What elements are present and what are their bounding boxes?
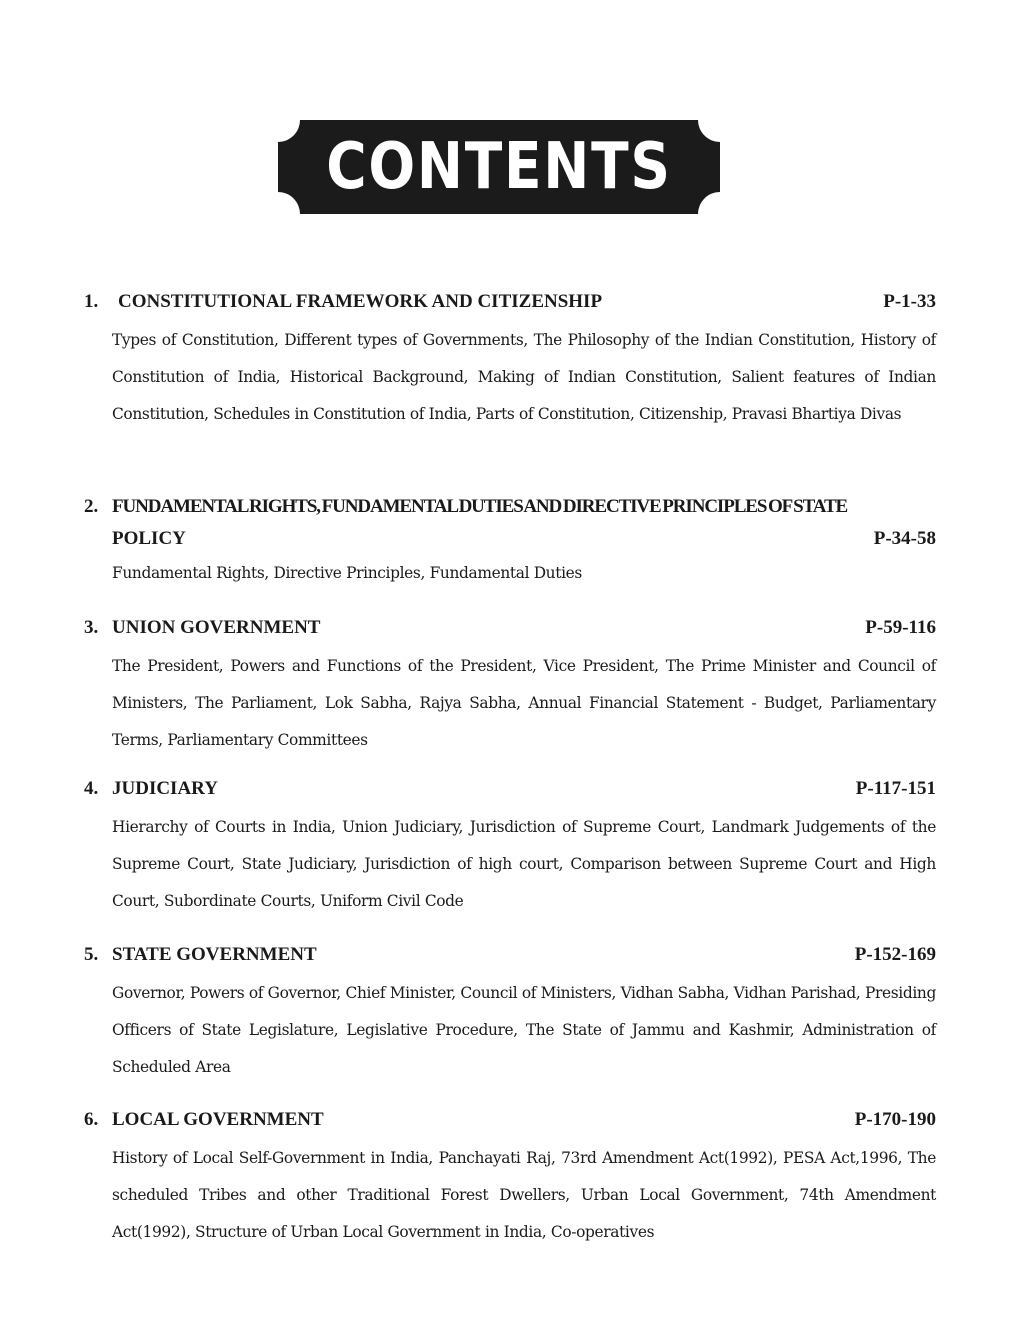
toc-entry-pages: P-152-169 (854, 944, 936, 965)
toc-entry-description: Fundamental Rights, Directive Principles, Fundamental Duties (112, 564, 582, 582)
toc-entry-heading (84, 286, 936, 318)
toc-entry-heading (84, 491, 936, 523)
toc-entry-description: History of Local Self-Government in India, Panchayati Raj, 73rd Amendment Act(1992), PESA Act,1996, The scheduled Tribes and other Traditional Forest Dwellers, Urban Local Government, 74th Amendment Act(1992), Structure of Urban Local Government in India, Co-operatives (112, 1149, 936, 1241)
toc-entry-heading (84, 773, 936, 805)
toc-entry-number: 5. (84, 944, 99, 965)
toc-entry-pages: P-170-190 (854, 1109, 936, 1130)
toc-entry-title: STATE GOVERNMENT (112, 944, 317, 965)
toc-entry-2 (84, 491, 936, 592)
toc-entry-6 (84, 1104, 936, 1251)
toc-entry-1 (84, 286, 936, 433)
toc-entry-5 (84, 939, 936, 1086)
toc-entry-description: Governor, Powers of Governor, Chief Minister, Council of Ministers, Vidhan Sabha, Vidhan Parishad, Presiding Officers of State Legislature, Legislative Procedure, The State of Jammu and Kashmir, Administration of Scheduled Area (112, 984, 936, 1076)
contents-banner (278, 120, 720, 214)
toc-entry-title: LOCAL GOVERNMENT (112, 1109, 324, 1130)
page-title: CONTENTS (326, 130, 672, 204)
toc-entry-pages: P-34-58 (873, 528, 936, 549)
toc-entry-number: 6. (84, 1109, 99, 1130)
toc-entry-pages: P-117-151 (855, 778, 936, 799)
toc-entry-title-line1: FUNDAMENTAL RIGHTS, FUNDAMENTAL DUTIES AND DIRECTIVE PRINCIPLES OF STATE (112, 496, 848, 517)
toc-entry-4 (84, 773, 936, 920)
toc-entry-title-line2: POLICY (112, 528, 186, 549)
toc-entry-title: JUDICIARY (112, 778, 218, 799)
toc-entry-heading (84, 939, 936, 971)
toc-entry-title: UNION GOVERNMENT (112, 617, 321, 638)
toc-entry-number: 2. (84, 496, 99, 517)
toc-entry-number: 4. (84, 778, 99, 799)
toc-entry-title-line2-row (112, 523, 936, 555)
toc-entry-pages: P-59-116 (865, 617, 936, 638)
toc-entry-description: Hierarchy of Courts in India, Union Judiciary, Jurisdiction of Supreme Court, Landmark Judgements of the Supreme Court, State Judiciary, Jurisdiction of high court, Comparison between Supreme Court and High Court, Subordinate Courts, Uniform Civil Code (112, 818, 936, 910)
toc-entry-3 (84, 612, 936, 759)
toc-entry-description: Types of Constitution, Different types of Governments, The Philosophy of the Indian Constitution, History of Constitution of India, Historical Background, Making of Indian Constitution, Salient features of Indian Constitution, Schedules in Constitution of India, Parts of Constitution, Citizenship, Pravasi Bhartiya Divas (112, 331, 936, 423)
toc-entry-heading (84, 1104, 936, 1136)
toc-entry-heading (84, 612, 936, 644)
toc-entry-number: 1. (84, 291, 99, 312)
toc-entry-number: 3. (84, 617, 99, 638)
toc-entry-pages: P-1-33 (883, 291, 936, 312)
toc-entry-description: The President, Powers and Functions of the President, Vice President, The Prime Minister and Council of Ministers, The Parliament, Lok Sabha, Rajya Sabha, Annual Financial Statement - Budget, Parliamentary Terms, Parliamentary Committees (112, 657, 936, 749)
toc-entry-title: CONSTITUTIONAL FRAMEWORK AND CITIZENSHIP (118, 291, 603, 312)
